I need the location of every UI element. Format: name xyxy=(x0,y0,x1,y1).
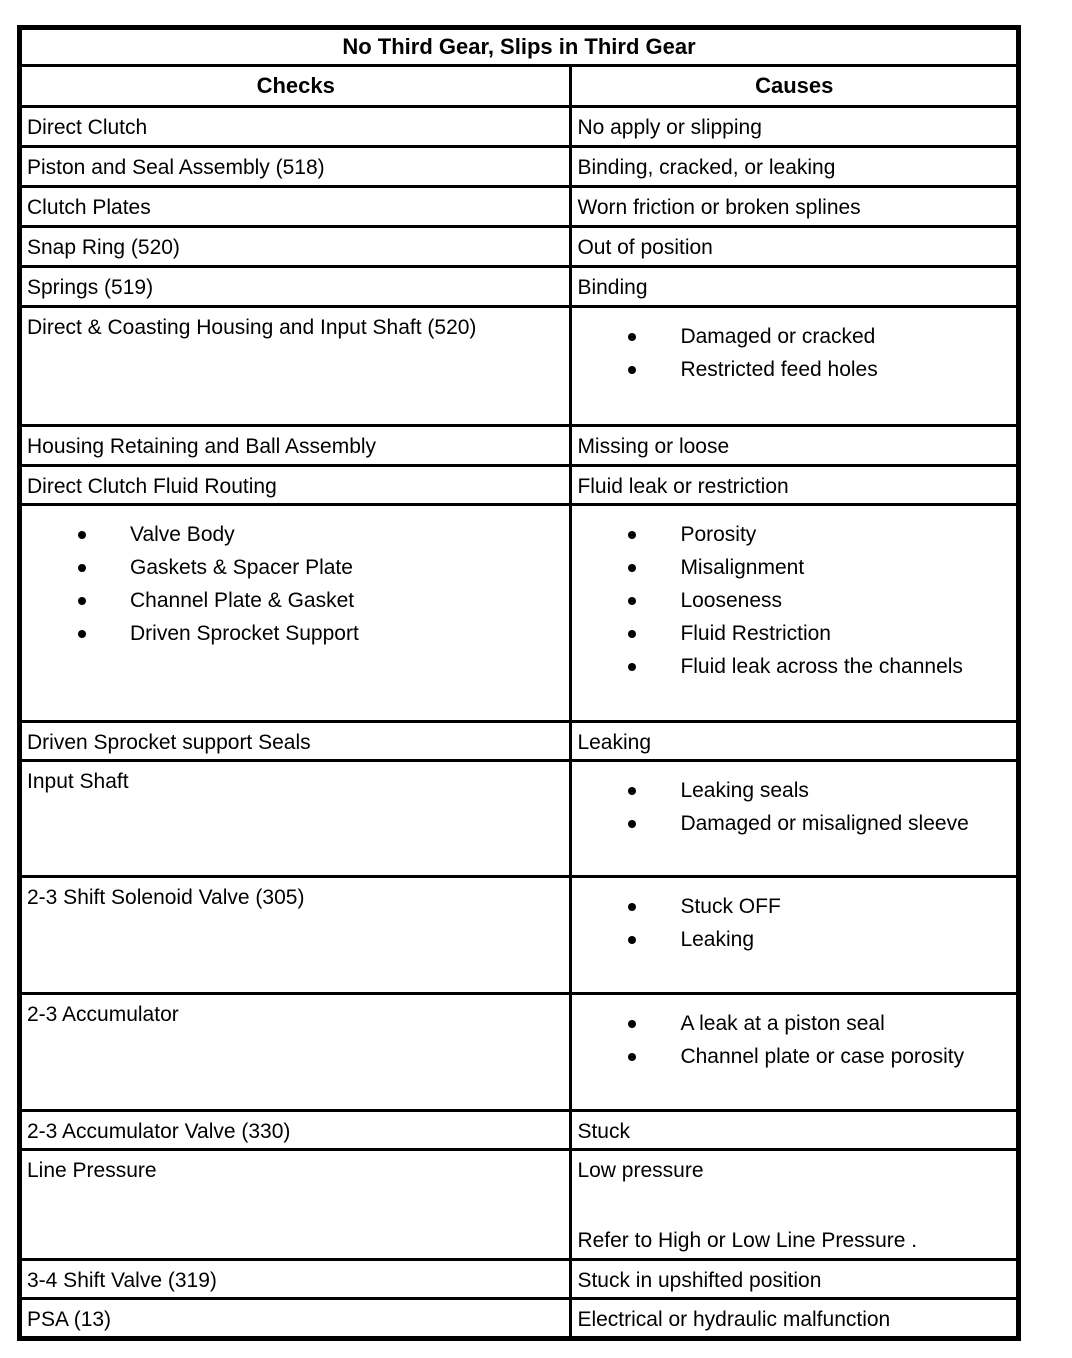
cell-text: Springs (519) xyxy=(27,276,154,299)
bullet-text: Looseness xyxy=(680,589,783,612)
table-row xyxy=(20,1150,1019,1260)
table-row xyxy=(20,426,1019,466)
cause-cell xyxy=(571,426,1019,466)
cell-text: PSA (13) xyxy=(27,1308,112,1331)
cause-cell xyxy=(571,267,1019,307)
bullet-list xyxy=(572,995,1016,1073)
table-row xyxy=(20,761,1019,877)
cell-text: 2-3 Shift Solenoid Valve (305) xyxy=(27,886,305,909)
table-row xyxy=(20,994,1019,1111)
bullet-icon xyxy=(628,531,636,539)
bullet-text: Channel plate or case porosity xyxy=(680,1045,965,1068)
cause-cell xyxy=(571,307,1019,426)
bullet-list xyxy=(572,506,1016,683)
bullet-icon xyxy=(628,820,636,828)
cell-text: 2-3 Accumulator Valve (330) xyxy=(27,1120,291,1143)
bullet-item xyxy=(572,584,1016,617)
cell-text: Electrical or hydraulic malfunction xyxy=(577,1308,891,1331)
cell-text: 2-3 Accumulator xyxy=(27,1003,179,1026)
cell-text: Clutch Plates xyxy=(27,196,151,219)
cause-cell xyxy=(571,107,1019,147)
bullet-list xyxy=(22,506,569,650)
bullet-icon xyxy=(628,663,636,671)
bullet-icon xyxy=(628,787,636,795)
cause-cell xyxy=(571,761,1019,877)
check-cell xyxy=(20,147,571,187)
column-header-checks: Checks xyxy=(20,66,571,107)
bullet-text: A leak at a piston seal xyxy=(680,1012,885,1035)
cell-text: Leaking xyxy=(577,731,651,754)
column-header-causes: Causes xyxy=(571,66,1019,107)
bullet-icon xyxy=(78,630,86,638)
table-row xyxy=(20,307,1019,426)
table-row xyxy=(20,1111,1019,1150)
check-cell xyxy=(20,227,571,267)
bullet-text: Misalignment xyxy=(680,556,805,579)
table-row xyxy=(20,187,1019,227)
cause-cell xyxy=(571,187,1019,227)
table-row xyxy=(20,722,1019,761)
table-row xyxy=(20,1260,1019,1299)
cell-text: Refer to High or Low Line Pressure . xyxy=(577,1229,918,1252)
cell-text: Out of position xyxy=(577,236,713,259)
check-cell xyxy=(20,107,571,147)
bullet-item xyxy=(572,650,1016,683)
table-row xyxy=(20,227,1019,267)
cause-cell xyxy=(571,1111,1019,1150)
bullet-text: Leaking seals xyxy=(680,779,809,802)
bullet-text: Leaking xyxy=(680,928,754,951)
cell-text: Stuck in upshifted position xyxy=(577,1269,822,1292)
bullet-icon xyxy=(628,333,636,341)
bullet-text: Driven Sprocket Support xyxy=(130,622,359,645)
bullet-icon xyxy=(628,1053,636,1061)
bullet-icon xyxy=(628,936,636,944)
cell-text: Snap Ring (520) xyxy=(27,236,180,259)
bullet-item xyxy=(572,617,1016,650)
table-title: No Third Gear, Slips in Third Gear xyxy=(20,28,1019,66)
title-row xyxy=(20,28,1019,66)
bullet-icon xyxy=(628,564,636,572)
cell-text: Binding xyxy=(577,276,648,299)
bullet-text: Damaged or misaligned sleeve xyxy=(680,812,969,835)
check-cell xyxy=(20,761,571,877)
bullet-item xyxy=(22,551,569,584)
check-cell xyxy=(20,1299,571,1339)
cause-cell xyxy=(571,147,1019,187)
bullet-text: Fluid Restriction xyxy=(680,622,831,645)
table-row xyxy=(20,1299,1019,1339)
cell-text: Piston and Seal Assembly (518) xyxy=(27,156,325,179)
cause-cell xyxy=(571,994,1019,1111)
bullet-text: Fluid leak across the channels xyxy=(680,655,963,678)
bullet-icon xyxy=(628,366,636,374)
troubleshooting-table xyxy=(17,25,1021,1341)
check-cell xyxy=(20,505,571,722)
bullet-item xyxy=(572,1040,1016,1073)
table-row xyxy=(20,267,1019,307)
cell-text: Worn friction or broken splines xyxy=(577,196,861,219)
cell-text: Fluid leak or restriction xyxy=(577,475,789,498)
cause-cell xyxy=(571,1150,1019,1260)
bullet-item xyxy=(572,353,1016,386)
bullet-item xyxy=(572,774,1016,807)
bullet-item xyxy=(572,518,1016,551)
bullet-icon xyxy=(628,597,636,605)
cell-text: Low pressure xyxy=(577,1159,704,1182)
bullet-text: Channel Plate & Gasket xyxy=(130,589,355,612)
cell-text: Direct Clutch xyxy=(27,116,148,139)
cause-cell xyxy=(571,227,1019,267)
bullet-text: Porosity xyxy=(680,523,757,546)
bullet-item xyxy=(22,584,569,617)
bullet-icon xyxy=(628,903,636,911)
cell-text: Housing Retaining and Ball Assembly xyxy=(27,435,377,458)
table-row xyxy=(20,107,1019,147)
bullet-icon xyxy=(78,597,86,605)
cause-cell xyxy=(571,1260,1019,1299)
bullet-item xyxy=(572,890,1016,923)
table-row xyxy=(20,877,1019,994)
bullet-icon xyxy=(78,564,86,572)
cell-text: Stuck xyxy=(577,1120,630,1143)
table-row xyxy=(20,147,1019,187)
table-row xyxy=(20,505,1019,722)
bullet-text: Damaged or cracked xyxy=(680,325,876,348)
cell-text: Line Pressure xyxy=(27,1159,157,1182)
cell-text: No apply or slipping xyxy=(577,116,762,139)
table-row xyxy=(20,466,1019,505)
bullet-item xyxy=(572,807,1016,840)
cause-cell xyxy=(571,1299,1019,1339)
bullet-item xyxy=(572,551,1016,584)
check-cell xyxy=(20,267,571,307)
bullet-text: Gaskets & Spacer Plate xyxy=(130,556,353,579)
cell-text: 3-4 Shift Valve (319) xyxy=(27,1269,217,1292)
bullet-item xyxy=(572,923,1016,956)
bullet-list xyxy=(572,308,1016,386)
bullet-item xyxy=(22,518,569,551)
check-cell xyxy=(20,994,571,1111)
bullet-text: Valve Body xyxy=(130,523,235,546)
check-cell xyxy=(20,1260,571,1299)
cell-text: Missing or loose xyxy=(577,435,730,458)
cell-text: Direct & Coasting Housing and Input Shaft (520) xyxy=(27,316,477,339)
check-cell xyxy=(20,877,571,994)
bullet-list xyxy=(572,878,1016,956)
table-body xyxy=(20,107,1019,1339)
check-cell xyxy=(20,426,571,466)
bullet-item xyxy=(22,617,569,650)
bullet-icon xyxy=(78,531,86,539)
bullet-text: Restricted feed holes xyxy=(680,358,878,381)
bullet-item xyxy=(572,320,1016,353)
cell-text: Input Shaft xyxy=(27,770,129,793)
check-cell xyxy=(20,1150,571,1260)
cause-cell xyxy=(571,722,1019,761)
check-cell xyxy=(20,1111,571,1150)
cause-cell xyxy=(571,877,1019,994)
bullet-item xyxy=(572,1007,1016,1040)
bullet-text: Stuck OFF xyxy=(680,895,781,918)
bullet-icon xyxy=(628,1020,636,1028)
check-cell xyxy=(20,466,571,505)
check-cell xyxy=(20,187,571,227)
cause-cell xyxy=(571,505,1019,722)
check-cell xyxy=(20,722,571,761)
cell-text: Binding, cracked, or leaking xyxy=(577,156,836,179)
cell-text: Direct Clutch Fluid Routing xyxy=(27,475,277,498)
cause-cell xyxy=(571,466,1019,505)
cell-text: Driven Sprocket support Seals xyxy=(27,731,311,754)
check-cell xyxy=(20,307,571,426)
bullet-list xyxy=(572,762,1016,840)
bullet-icon xyxy=(628,630,636,638)
header-row xyxy=(20,66,1019,107)
